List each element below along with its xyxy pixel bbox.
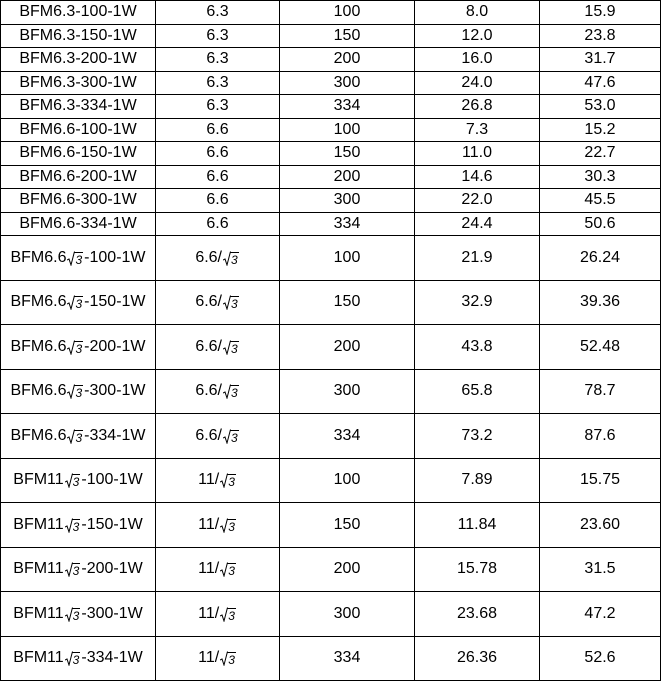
table-row [1, 165, 661, 189]
capacity-cell: 334 [280, 95, 415, 119]
model-prefix: BFM6.6 [10, 426, 67, 444]
capacity-cell: 200 [280, 547, 415, 592]
voltage-prefix: 6.6/ [195, 382, 222, 400]
voltage-prefix: 11/ [198, 649, 220, 667]
radicand: 3 [231, 297, 238, 312]
current-b-cell: 23.60 [540, 503, 661, 548]
model-cell [1, 636, 156, 681]
current-a-cell: 43.8 [415, 325, 540, 370]
capacity-cell: 334 [280, 636, 415, 681]
voltage-cell [156, 592, 280, 637]
model-cell: BFM6.6-334-1W [1, 212, 156, 236]
current-b-cell: 87.6 [540, 414, 661, 459]
capacity-cell: 300 [280, 369, 415, 414]
voltage-cell [156, 547, 280, 592]
model-prefix: BFM6.6 [10, 248, 67, 266]
voltage-cell: 6.6 [156, 189, 280, 213]
model-suffix: -200-1W [81, 560, 143, 578]
current-b-cell: 39.36 [540, 280, 661, 325]
square-root-symbol [220, 474, 236, 488]
model-prefix: BFM6.6 [10, 382, 67, 400]
radical-sign-icon [67, 340, 75, 355]
table-row [1, 71, 661, 95]
radical-sign-icon [67, 251, 75, 266]
voltage-prefix: 6.6/ [195, 426, 222, 444]
voltage-cell [156, 369, 280, 414]
radicand: 3 [231, 386, 238, 401]
capacity-cell: 300 [280, 592, 415, 637]
capacity-cell: 100 [280, 236, 415, 281]
capacity-cell: 300 [280, 71, 415, 95]
model-cell: BFM6.3-300-1W [1, 71, 156, 95]
current-a-cell: 11.84 [415, 503, 540, 548]
current-a-cell: 12.0 [415, 24, 540, 48]
table-row [1, 325, 661, 370]
model-cell [1, 369, 156, 414]
square-root-symbol [67, 385, 83, 399]
radicand: 3 [228, 653, 235, 668]
table-row [1, 592, 661, 637]
current-b-cell: 45.5 [540, 189, 661, 213]
radicand: 3 [231, 430, 238, 445]
current-a-cell: 22.0 [415, 189, 540, 213]
model-cell [1, 503, 156, 548]
current-b-cell: 53.0 [540, 95, 661, 119]
voltage-prefix: 11/ [198, 471, 220, 489]
radicand: 3 [228, 475, 235, 490]
current-b-cell: 30.3 [540, 165, 661, 189]
square-root-symbol [220, 652, 236, 666]
voltage-cell: 6.3 [156, 24, 280, 48]
model-prefix: BFM11 [13, 560, 64, 578]
radicand: 3 [72, 475, 80, 490]
model-suffix: -200-1W [84, 337, 146, 355]
current-a-cell: 7.3 [415, 118, 540, 142]
current-b-cell: 52.48 [540, 325, 661, 370]
current-a-cell: 73.2 [415, 414, 540, 459]
table-row [1, 414, 661, 459]
square-root-symbol [65, 474, 81, 488]
radical-sign-icon [220, 562, 228, 577]
table-row [1, 280, 661, 325]
current-b-cell: 15.2 [540, 118, 661, 142]
model-suffix: -334-1W [81, 649, 143, 667]
radical-sign-icon [65, 562, 73, 577]
current-b-cell: 15.9 [540, 1, 661, 25]
current-a-cell: 26.36 [415, 636, 540, 681]
voltage-cell [156, 503, 280, 548]
voltage-cell: 6.6 [156, 165, 280, 189]
current-b-cell: 26.24 [540, 236, 661, 281]
square-root-symbol [220, 563, 236, 577]
radical-sign-icon [65, 651, 73, 666]
radical-sign-icon [65, 518, 73, 533]
radical-sign-icon [223, 384, 231, 399]
table-row [1, 503, 661, 548]
table-row [1, 212, 661, 236]
model-prefix: BFM11 [13, 515, 64, 533]
current-a-cell: 15.78 [415, 547, 540, 592]
square-root-symbol [223, 430, 239, 444]
table-row [1, 1, 661, 25]
capacity-cell: 150 [280, 142, 415, 166]
voltage-cell: 6.6 [156, 212, 280, 236]
capacity-cell: 334 [280, 212, 415, 236]
current-a-cell: 24.0 [415, 71, 540, 95]
square-root-symbol [67, 430, 83, 444]
radical-sign-icon [223, 340, 231, 355]
current-b-cell: 31.5 [540, 547, 661, 592]
square-root-symbol [220, 608, 236, 622]
radical-sign-icon [65, 607, 73, 622]
voltage-prefix: 11/ [198, 604, 220, 622]
model-cell: BFM6.6-150-1W [1, 142, 156, 166]
capacity-cell: 100 [280, 118, 415, 142]
capacity-cell: 200 [280, 48, 415, 72]
square-root-symbol [223, 341, 239, 355]
table-row [1, 189, 661, 213]
current-b-cell: 23.8 [540, 24, 661, 48]
current-a-cell: 14.6 [415, 165, 540, 189]
capacity-cell: 334 [280, 414, 415, 459]
current-b-cell: 50.6 [540, 212, 661, 236]
table-row [1, 369, 661, 414]
radicand: 3 [72, 608, 80, 623]
voltage-cell [156, 325, 280, 370]
radicand: 3 [231, 341, 238, 356]
voltage-cell [156, 280, 280, 325]
model-cell: BFM6.6-200-1W [1, 165, 156, 189]
voltage-prefix: 6.6/ [195, 293, 222, 311]
current-b-cell: 47.6 [540, 71, 661, 95]
current-b-cell: 47.2 [540, 592, 661, 637]
model-suffix: -300-1W [84, 382, 146, 400]
table-row [1, 24, 661, 48]
voltage-cell: 6.3 [156, 71, 280, 95]
voltage-cell [156, 458, 280, 503]
model-prefix: BFM11 [13, 604, 64, 622]
current-b-cell: 31.7 [540, 48, 661, 72]
model-suffix: -334-1W [84, 426, 146, 444]
radicand: 3 [72, 519, 80, 534]
model-cell [1, 547, 156, 592]
model-cell [1, 414, 156, 459]
model-cell: BFM6.3-150-1W [1, 24, 156, 48]
voltage-cell: 6.3 [156, 1, 280, 25]
voltage-cell [156, 236, 280, 281]
voltage-cell [156, 414, 280, 459]
radical-sign-icon [220, 651, 228, 666]
radicand: 3 [231, 252, 238, 267]
radicand: 3 [75, 430, 83, 445]
square-root-symbol [67, 341, 83, 355]
model-suffix: -100-1W [81, 471, 143, 489]
model-suffix: -100-1W [84, 248, 146, 266]
square-root-symbol [67, 296, 83, 310]
square-root-symbol [65, 519, 81, 533]
radical-sign-icon [223, 251, 231, 266]
table-row [1, 48, 661, 72]
radicand: 3 [75, 252, 83, 267]
model-cell [1, 236, 156, 281]
radicand: 3 [72, 564, 80, 579]
capacity-cell: 200 [280, 165, 415, 189]
square-root-symbol [65, 563, 81, 577]
radical-sign-icon [65, 473, 73, 488]
voltage-cell: 6.3 [156, 48, 280, 72]
model-cell: BFM6.6-100-1W [1, 118, 156, 142]
model-cell: BFM6.3-100-1W [1, 1, 156, 25]
radical-sign-icon [67, 295, 75, 310]
voltage-prefix: 11/ [198, 515, 220, 533]
current-b-cell: 22.7 [540, 142, 661, 166]
square-root-symbol [65, 652, 81, 666]
radical-sign-icon [223, 429, 231, 444]
radicand: 3 [75, 297, 83, 312]
radicand: 3 [228, 564, 235, 579]
current-b-cell: 52.6 [540, 636, 661, 681]
table-body [1, 1, 661, 681]
current-a-cell: 21.9 [415, 236, 540, 281]
voltage-prefix: 6.6/ [195, 248, 222, 266]
current-a-cell: 11.0 [415, 142, 540, 166]
model-prefix: BFM6.6 [10, 337, 67, 355]
radical-sign-icon [223, 295, 231, 310]
table-row [1, 458, 661, 503]
model-prefix: BFM11 [13, 471, 64, 489]
model-prefix: BFM6.6 [10, 293, 67, 311]
model-cell: BFM6.3-334-1W [1, 95, 156, 119]
capacity-cell: 200 [280, 325, 415, 370]
radical-sign-icon [220, 607, 228, 622]
square-root-symbol [223, 385, 239, 399]
capacity-cell: 150 [280, 280, 415, 325]
radicand: 3 [228, 608, 235, 623]
current-a-cell: 7.89 [415, 458, 540, 503]
radicand: 3 [228, 519, 235, 534]
current-a-cell: 65.8 [415, 369, 540, 414]
current-b-cell: 78.7 [540, 369, 661, 414]
voltage-cell: 6.3 [156, 95, 280, 119]
capacity-cell: 150 [280, 24, 415, 48]
radical-sign-icon [220, 518, 228, 533]
radical-sign-icon [67, 429, 75, 444]
radical-sign-icon [67, 384, 75, 399]
model-suffix: -300-1W [81, 604, 143, 622]
model-cell [1, 325, 156, 370]
table-row [1, 95, 661, 119]
square-root-symbol [223, 296, 239, 310]
model-cell: BFM6.3-200-1W [1, 48, 156, 72]
voltage-cell: 6.6 [156, 142, 280, 166]
current-b-cell: 15.75 [540, 458, 661, 503]
current-a-cell: 8.0 [415, 1, 540, 25]
capacity-cell: 100 [280, 458, 415, 503]
square-root-symbol [67, 252, 83, 266]
current-a-cell: 32.9 [415, 280, 540, 325]
model-prefix: BFM11 [13, 649, 64, 667]
capacity-cell: 100 [280, 1, 415, 25]
radicand: 3 [75, 341, 83, 356]
capacity-cell: 150 [280, 503, 415, 548]
model-cell: BFM6.6-300-1W [1, 189, 156, 213]
table-row [1, 142, 661, 166]
current-a-cell: 24.4 [415, 212, 540, 236]
voltage-cell [156, 636, 280, 681]
model-cell [1, 280, 156, 325]
model-suffix: -150-1W [81, 515, 143, 533]
voltage-cell: 6.6 [156, 118, 280, 142]
table-row [1, 547, 661, 592]
current-a-cell: 26.8 [415, 95, 540, 119]
radicand: 3 [75, 386, 83, 401]
table-row [1, 236, 661, 281]
capacity-cell: 300 [280, 189, 415, 213]
square-root-symbol [220, 519, 236, 533]
square-root-symbol [223, 252, 239, 266]
voltage-prefix: 6.6/ [195, 337, 222, 355]
model-cell [1, 592, 156, 637]
current-a-cell: 23.68 [415, 592, 540, 637]
radicand: 3 [72, 653, 80, 668]
radical-sign-icon [220, 473, 228, 488]
table-row [1, 118, 661, 142]
voltage-prefix: 11/ [198, 560, 220, 578]
current-a-cell: 16.0 [415, 48, 540, 72]
model-suffix: -150-1W [84, 293, 146, 311]
table-row [1, 636, 661, 681]
square-root-symbol [65, 608, 81, 622]
model-cell [1, 458, 156, 503]
